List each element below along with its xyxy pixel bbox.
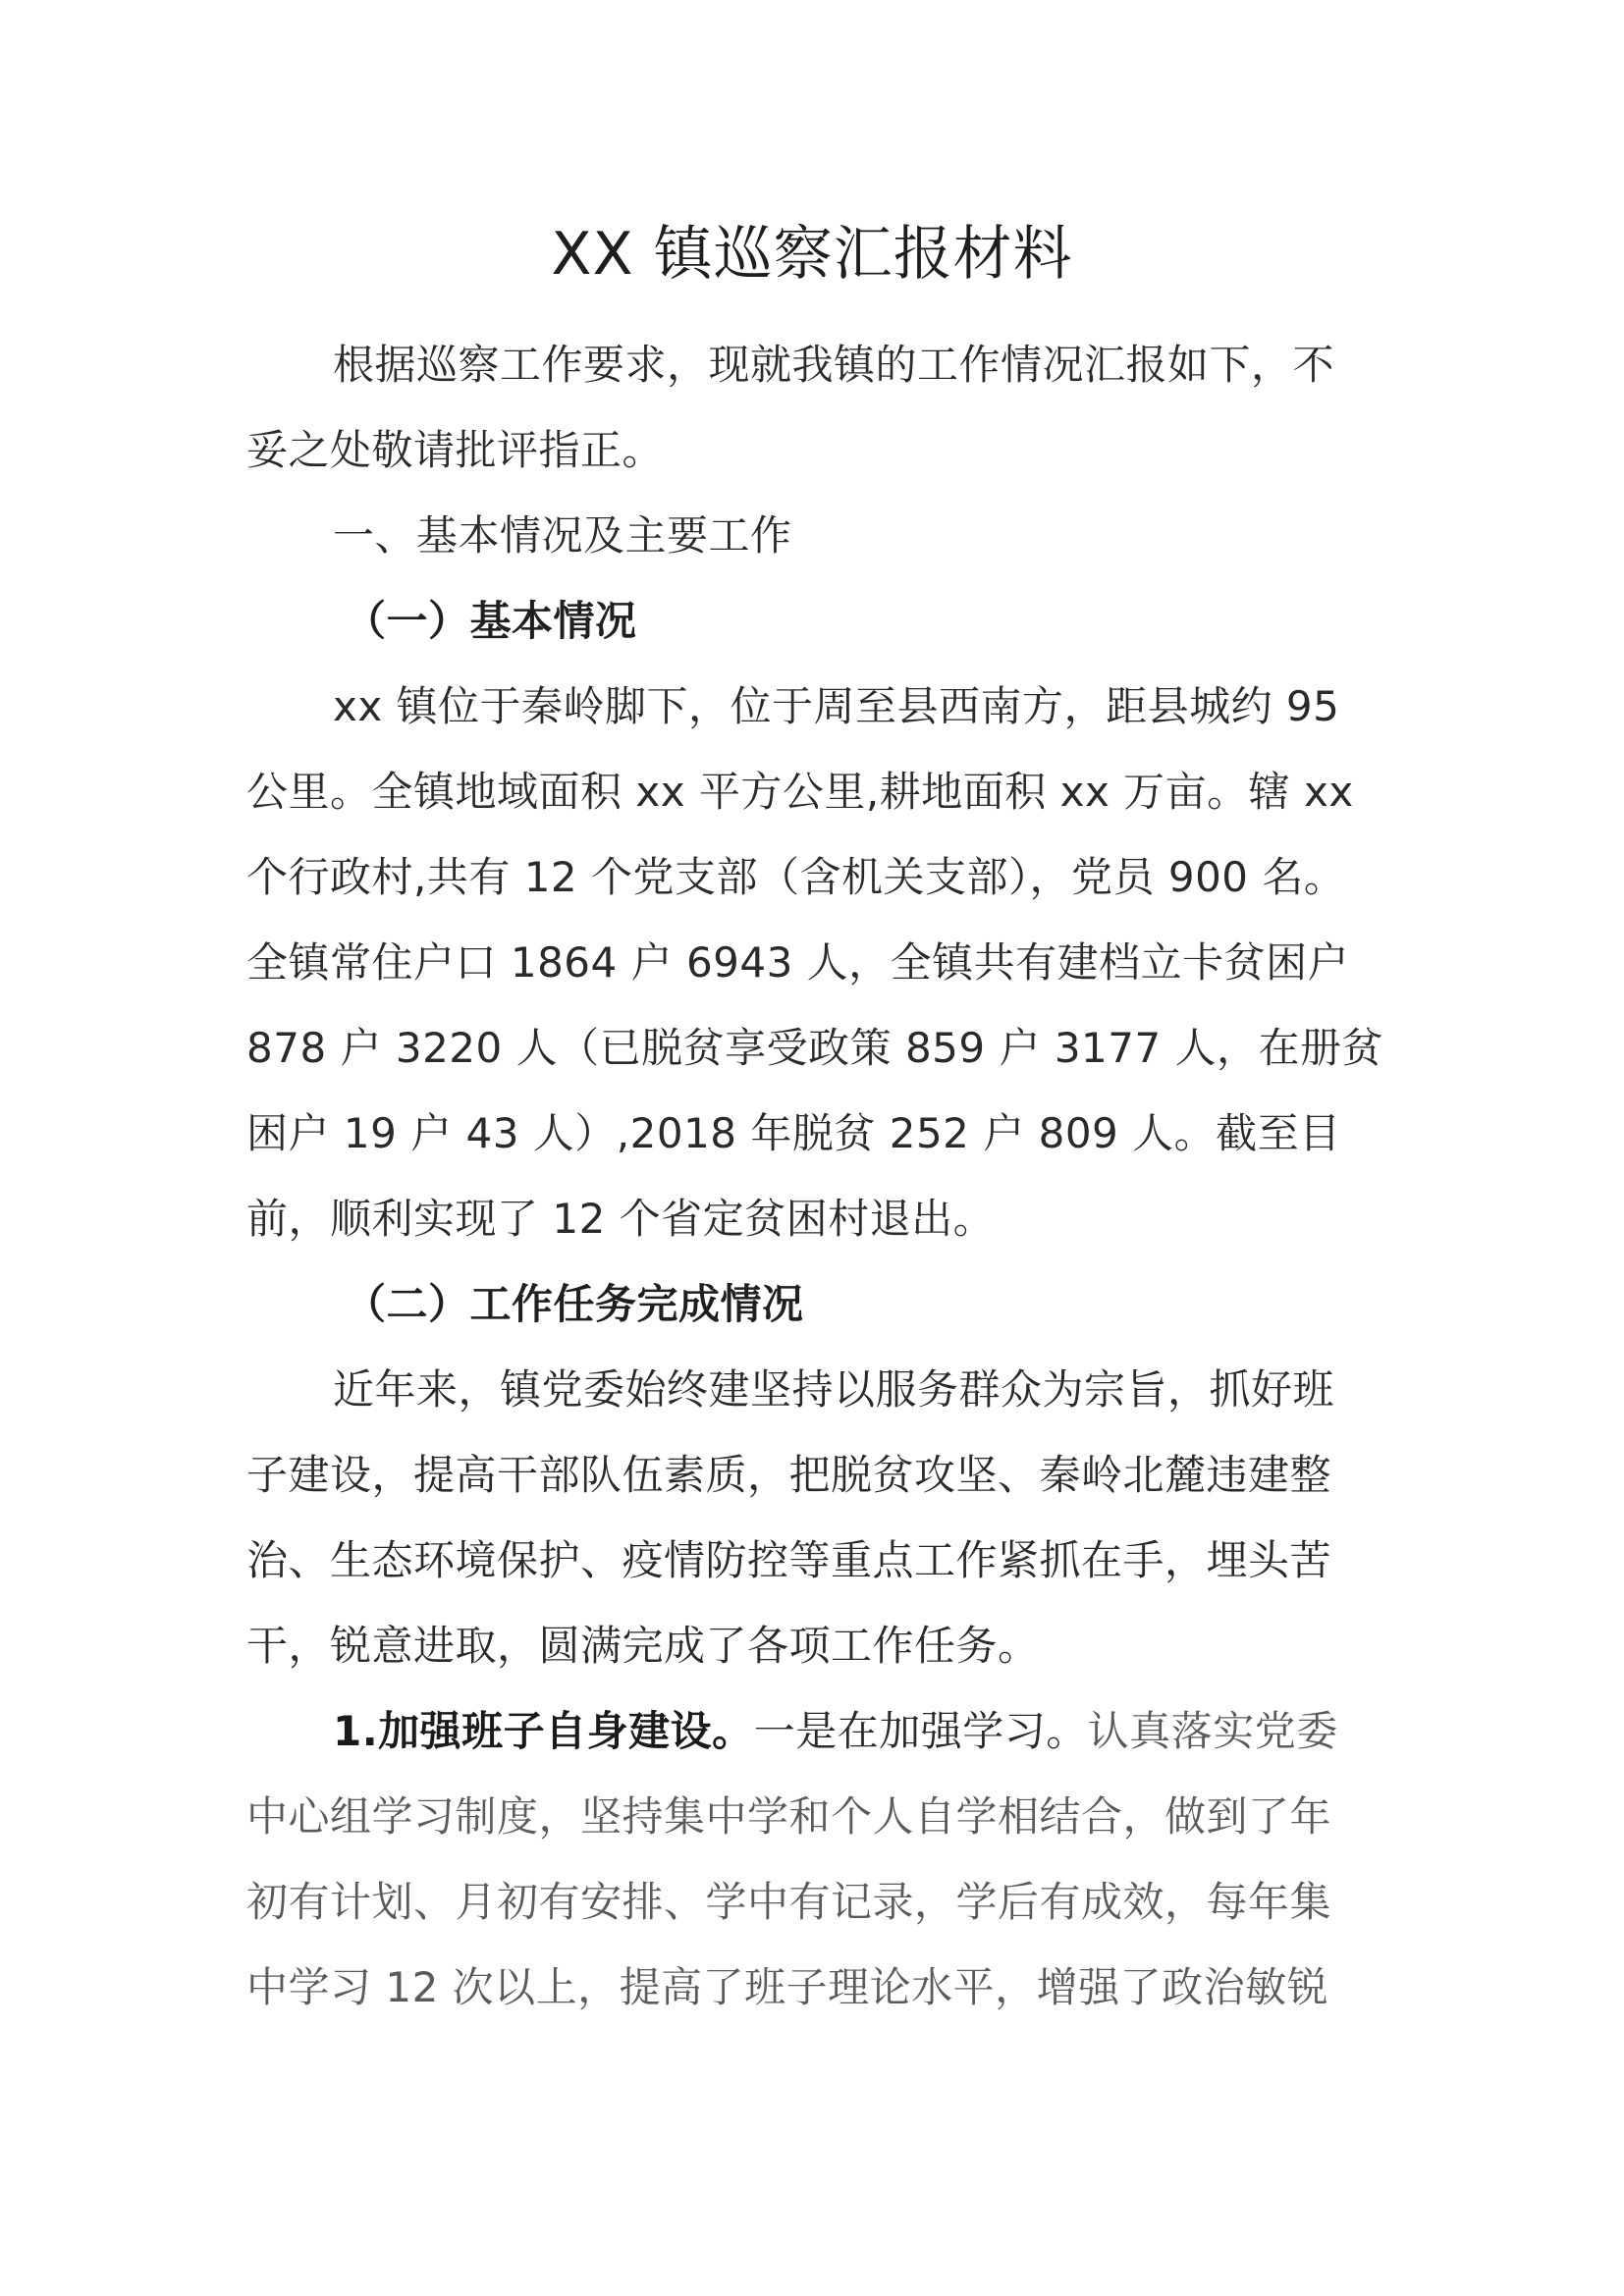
paragraph-line: 个行政村,共有 12 个党支部（含机关支部），党员 900 名。 — [246, 853, 1346, 901]
document-title: XX 镇巡察汇报材料 — [551, 220, 1073, 289]
intro-paragraph — [246, 322, 1385, 493]
paragraph-line: 子建设，提高干部队伍素质，把脱贫攻坚、秦岭北麓违建整 — [246, 1451, 1332, 1499]
subsection-heading-task-completion: （二）工作任务完成情况 — [345, 1280, 804, 1328]
basic-info-paragraph — [246, 664, 1385, 1261]
paragraph-line: 公里。全镇地域面积 xx 平方公里,耕地面积 xx 万亩。辖 xx — [246, 768, 1354, 816]
paragraph-line: 初有计划、月初有安排、学中有记录，学后有成效，每年集 — [246, 1878, 1332, 1926]
paragraph-line — [246, 1688, 1385, 1774]
item-lead-grey: 认真落实党委 — [1087, 1707, 1338, 1755]
paragraph-line: 近年来，镇党委始终建坚持以服务群众为宗旨，抓好班 — [333, 1365, 1335, 1414]
item-lead-plain: 一是在加强学习。 — [753, 1707, 1088, 1755]
paragraph-line: 干，锐意进取，圆满完成了各项工作任务。 — [246, 1622, 1040, 1670]
intro-line: 妥之处敬请批评指正。 — [246, 426, 665, 474]
item-lead-bold: 1.加强班子自身建设。 — [333, 1707, 754, 1755]
team-building-paragraph — [246, 1688, 1385, 2030]
document-body — [246, 322, 1385, 2030]
paragraph-line: 878 户 3220 人（已脱贫享受政策 859 户 3177 人，在册贫 — [246, 1024, 1384, 1072]
paragraph-line: 困户 19 户 43 人）,2018 年脱贫 252 户 809 人。截至目 — [246, 1109, 1341, 1157]
intro-line: 根据巡察工作要求，现就我镇的工作情况汇报如下，不 — [333, 341, 1335, 389]
paragraph-line: xx 镇位于秦岭脚下，位于周至县西南方，距县城约 95 — [333, 682, 1340, 730]
paragraph-line: 治、生态环境保护、疫情防控等重点工作紧抓在手，埋头苦 — [246, 1536, 1332, 1584]
paragraph-line: 中心组学习制度，坚持集中学和个人自学相结合，做到了年 — [246, 1792, 1332, 1841]
paragraph-line: 全镇常住户口 1864 户 6943 人，全镇共有建档立卡贫困户 — [246, 938, 1350, 987]
subsection-heading-basic-info: （一）基本情况 — [345, 597, 637, 645]
paragraph-line: 中学习 12 次以上，提高了班子理论水平，增强了政治敏锐 — [246, 1963, 1329, 2011]
section-heading: 一、基本情况及主要工作 — [333, 511, 792, 560]
paragraph-line: 前，顺利实现了 12 个省定贫困村退出。 — [246, 1195, 996, 1243]
task-completion-paragraph — [246, 1347, 1385, 1688]
